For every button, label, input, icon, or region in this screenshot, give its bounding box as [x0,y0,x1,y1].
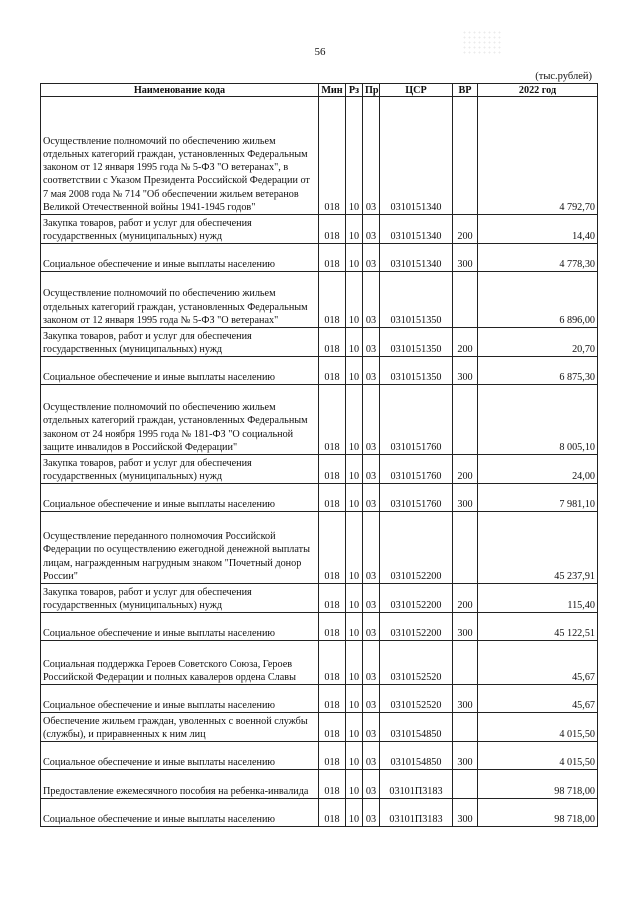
cell-csr: 0310151760 [380,455,453,484]
cell-min: 018 [319,97,346,215]
cell-name: Осуществление полномочий по обеспечению жильем отдельных категорий граждан, установленных Федеральным законом от 24 ноября 1995 года № 181-ФЗ "О социальной защите инвалидов в Российской Федерации" [41,385,319,455]
table-row [41,97,598,215]
cell-vr [453,272,478,328]
cell-pr: 03 [363,328,380,357]
scan-artifact [462,30,502,54]
table-row [41,328,598,357]
table-row [41,455,598,484]
cell-name: Социальное обеспечение и иные выплаты населению [41,742,319,770]
cell-min: 018 [319,799,346,827]
cell-vr [453,641,478,685]
cell-vr: 200 [453,584,478,613]
cell-name: Закупка товаров, работ и услуг для обеспечения государственных (муниципальных) нужд [41,215,319,244]
cell-vr [453,385,478,455]
cell-vr: 300 [453,685,478,713]
cell-rz: 10 [346,713,363,742]
cell-min: 018 [319,215,346,244]
col-header-pr: Пр [363,84,380,97]
table-row [41,244,598,272]
cell-pr: 03 [363,484,380,512]
table-row [41,685,598,713]
table-row [41,799,598,827]
table-row [41,357,598,385]
cell-rz: 10 [346,215,363,244]
cell-csr: 0310152520 [380,641,453,685]
cell-vr: 200 [453,215,478,244]
cell-min: 018 [319,272,346,328]
table-row [41,484,598,512]
cell-min: 018 [319,244,346,272]
cell-csr: 0310154850 [380,713,453,742]
cell-min: 018 [319,641,346,685]
col-header-name: Наименование кода [41,84,319,97]
cell-vr: 300 [453,613,478,641]
table-row [41,713,598,742]
cell-amount: 98 718,00 [478,799,598,827]
cell-vr: 300 [453,799,478,827]
cell-rz: 10 [346,357,363,385]
cell-pr: 03 [363,799,380,827]
cell-min: 018 [319,512,346,584]
cell-csr: 0310151350 [380,272,453,328]
cell-pr: 03 [363,455,380,484]
cell-amount: 45,67 [478,685,598,713]
cell-min: 018 [319,770,346,799]
cell-amount: 24,00 [478,455,598,484]
cell-name: Социальное обеспечение и иные выплаты населению [41,799,319,827]
cell-rz: 10 [346,328,363,357]
cell-csr: 0310154850 [380,742,453,770]
cell-rz: 10 [346,799,363,827]
cell-csr: 0310151760 [380,385,453,455]
cell-pr: 03 [363,742,380,770]
cell-csr: 0310152200 [380,613,453,641]
cell-rz: 10 [346,584,363,613]
cell-pr: 03 [363,512,380,584]
col-header-year: 2022 год [478,84,598,97]
cell-amount: 4 015,50 [478,713,598,742]
table-row [41,385,598,455]
cell-csr: 0310152200 [380,512,453,584]
cell-vr: 200 [453,455,478,484]
cell-pr: 03 [363,641,380,685]
cell-pr: 03 [363,97,380,215]
cell-name: Социальная поддержка Героев Советского Союза, Героев Российской Федерации и полных кавалеров ордена Славы [41,641,319,685]
cell-csr: 0310151340 [380,244,453,272]
cell-name: Осуществление полномочий по обеспечению жильем отдельных категорий граждан, установленных Федеральным законом от 12 января 1995 года № 5-ФЗ "О ветеранах", в соответствии с Указом Президента Российской Федерации от 7 мая 2008 года № 714 "Об обеспечении жильем ветеранов Великой Отечественной войны 1941-1945 годов" [41,97,319,215]
cell-amount: 115,40 [478,584,598,613]
cell-rz: 10 [346,641,363,685]
cell-min: 018 [319,742,346,770]
cell-rz: 10 [346,244,363,272]
cell-name: Социальное обеспечение и иные выплаты населению [41,244,319,272]
cell-pr: 03 [363,770,380,799]
table-header-row [41,84,598,97]
cell-amount: 14,40 [478,215,598,244]
cell-min: 018 [319,713,346,742]
cell-pr: 03 [363,685,380,713]
cell-name: Закупка товаров, работ и услуг для обеспечения государственных (муниципальных) нужд [41,455,319,484]
cell-vr: 300 [453,357,478,385]
cell-rz: 10 [346,685,363,713]
table-row [41,584,598,613]
cell-pr: 03 [363,357,380,385]
col-header-vr: ВР [453,84,478,97]
table-row [41,742,598,770]
cell-pr: 03 [363,385,380,455]
col-header-min: Мин [319,84,346,97]
cell-name: Обеспечение жильем граждан, уволенных с военной службы (службы), и приравненных к ним лиц [41,713,319,742]
cell-csr: 0310151340 [380,97,453,215]
cell-rz: 10 [346,385,363,455]
cell-amount: 45,67 [478,641,598,685]
cell-amount: 7 981,10 [478,484,598,512]
cell-min: 018 [319,613,346,641]
table-row [41,770,598,799]
cell-amount: 20,70 [478,328,598,357]
cell-rz: 10 [346,770,363,799]
cell-name: Осуществление переданного полномочия Российской Федерации по осуществлению ежегодной денежной выплаты лицам, награжденным нагрудным знаком "Почетный донор России" [41,512,319,584]
table-row [41,215,598,244]
cell-csr: 03101П3183 [380,770,453,799]
cell-amount: 4 015,50 [478,742,598,770]
cell-vr [453,512,478,584]
cell-name: Социальное обеспечение и иные выплаты населению [41,484,319,512]
cell-rz: 10 [346,742,363,770]
cell-name: Закупка товаров, работ и услуг для обеспечения государственных (муниципальных) нужд [41,584,319,613]
cell-vr: 300 [453,742,478,770]
cell-amount: 4 778,30 [478,244,598,272]
cell-min: 018 [319,455,346,484]
cell-rz: 10 [346,272,363,328]
cell-amount: 4 792,70 [478,97,598,215]
cell-min: 018 [319,685,346,713]
cell-vr [453,97,478,215]
cell-rz: 10 [346,97,363,215]
cell-name: Социальное обеспечение и иные выплаты населению [41,357,319,385]
cell-amount: 45 122,51 [478,613,598,641]
cell-name: Закупка товаров, работ и услуг для обеспечения государственных (муниципальных) нужд [41,328,319,357]
cell-vr: 200 [453,328,478,357]
cell-csr: 0310152200 [380,584,453,613]
budget-table [40,83,598,827]
cell-pr: 03 [363,244,380,272]
cell-name: Предоставление ежемесячного пособия на ребенка-инвалида [41,770,319,799]
cell-pr: 03 [363,713,380,742]
cell-pr: 03 [363,215,380,244]
cell-amount: 6 896,00 [478,272,598,328]
cell-min: 018 [319,328,346,357]
col-header-csr: ЦСР [380,84,453,97]
cell-amount: 98 718,00 [478,770,598,799]
cell-vr [453,770,478,799]
cell-csr: 0310151350 [380,357,453,385]
cell-vr [453,713,478,742]
units-note: (тыс.рублей) [535,71,592,82]
cell-csr: 0310151350 [380,328,453,357]
cell-csr: 0310151340 [380,215,453,244]
table-row [41,641,598,685]
cell-pr: 03 [363,272,380,328]
table-row [41,613,598,641]
cell-csr: 0310151760 [380,484,453,512]
page-number: 56 [314,46,326,58]
table-row [41,512,598,584]
cell-name: Социальное обеспечение и иные выплаты населению [41,613,319,641]
col-header-rz: Рз [346,84,363,97]
table-row [41,272,598,328]
cell-min: 018 [319,484,346,512]
cell-rz: 10 [346,455,363,484]
cell-min: 018 [319,385,346,455]
cell-min: 018 [319,584,346,613]
cell-amount: 45 237,91 [478,512,598,584]
cell-vr: 300 [453,244,478,272]
cell-pr: 03 [363,584,380,613]
cell-pr: 03 [363,613,380,641]
cell-rz: 10 [346,613,363,641]
cell-name: Социальное обеспечение и иные выплаты населению [41,685,319,713]
cell-amount: 6 875,30 [478,357,598,385]
cell-rz: 10 [346,512,363,584]
cell-vr: 300 [453,484,478,512]
cell-name: Осуществление полномочий по обеспечению жильем отдельных категорий граждан, установленных Федеральным законом от 12 января 1995 года № 5-ФЗ "О ветеранах" [41,272,319,328]
cell-csr: 03101П3183 [380,799,453,827]
cell-amount: 8 005,10 [478,385,598,455]
cell-min: 018 [319,357,346,385]
cell-rz: 10 [346,484,363,512]
cell-csr: 0310152520 [380,685,453,713]
